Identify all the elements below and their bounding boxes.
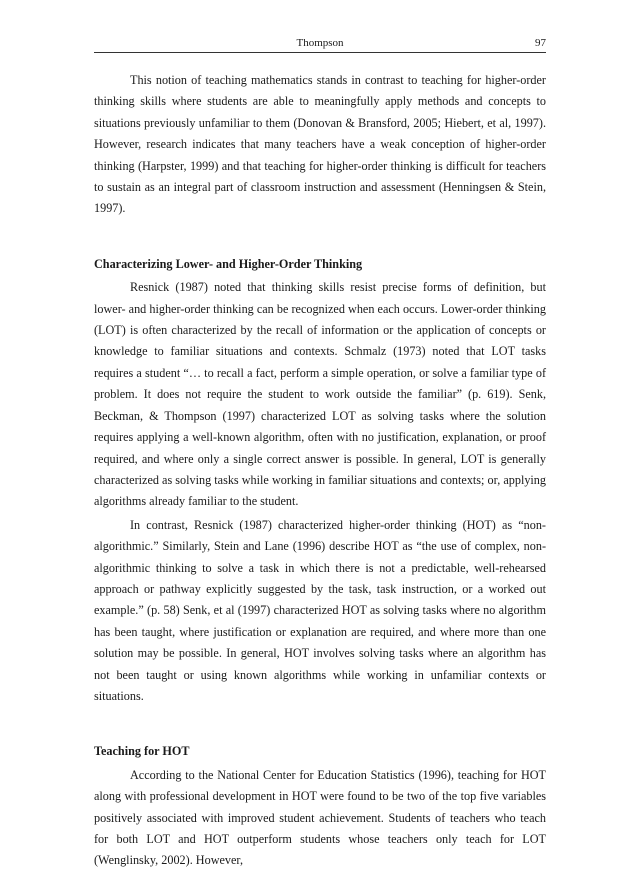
page-number: 97 [535, 37, 546, 49]
paragraph-intro: This notion of teaching mathematics stands in contrast to teaching for higher-order thinking skills where students are able to meaningfully apply methods and concepts to situations previously unfamiliar to them (Donovan & Bransford, 2005; Hiebert, et al, 1997). However, research indicates that many teachers have a weak conception of higher-order thinking (Harpster, 1999) and that teaching for higher-order thinking is difficult for teachers to sustain as an integral part of classroom instruction and assessment (Henningsen & Stein, 1997). [94, 73, 546, 216]
running-header [94, 36, 546, 53]
header-author: Thompson [296, 37, 344, 49]
heading-teaching-for-hot: Teaching for HOT [94, 744, 190, 759]
paragraph-teaching-for-hot: According to the National Center for Education Statistics (1996), teaching for HOT along with professional development in HOT were found to be two of the top five variables positively associated with improved student achievement. Students of teachers who teach for both LOT and HOT outperform students whose teachers only teach for LOT (Wenglinsky, 2002). However, [94, 767, 546, 868]
body-text [94, 70, 546, 872]
heading-characterizing-thinking: Characterizing Lower- and Higher-Order Thinking [94, 256, 363, 271]
paragraph-higher-order-thinking: In contrast, Resnick (1987) characterized higher-order thinking (HOT) as “non-algorithmic.” Similarly, Stein and Lane (1996) describe HOT as “the use of complex, non-algorithmic thinking to solve a task in which there is not a predictable, well-rehearsed approach or pathway explicitly suggested by the task, task instruction, or a worked out example.” (p. 58) Senk, et al (1997) characterized HOT as solving tasks where no algorithm has been taught, where justification or explanation are required, and where more than one solution may be possible. In general, HOT involves solving tasks where an algorithm has not been taught or using known algorithms while working in unfamiliar contexts or situations. [94, 517, 546, 703]
paragraph-lower-order-thinking: Resnick (1987) noted that thinking skills resist precise forms of definition, but lower- and higher-order thinking can be recognized when each occurs. Lower-order thinking (LOT) is often characterized by the recall of information or the application of concepts or knowledge to familiar situations and contexts. Schmalz (1973) noted that LOT tasks requires a student “… to recall a fact, perform a simple operation, or solve a familiar type of problem. It does not require the student to work outside the familiar” (p. 619). Senk, Beckman, & Thompson (1997) characterized LOT as solving tasks where the solution requires applying a well-known algorithm, often with no justification, explanation, or proof required, and where only a single correct answer is possible. In general, LOT is generally characterized as solving tasks while working in familiar situations and contexts; or, applying algorithms already familiar to the student. [94, 280, 546, 509]
